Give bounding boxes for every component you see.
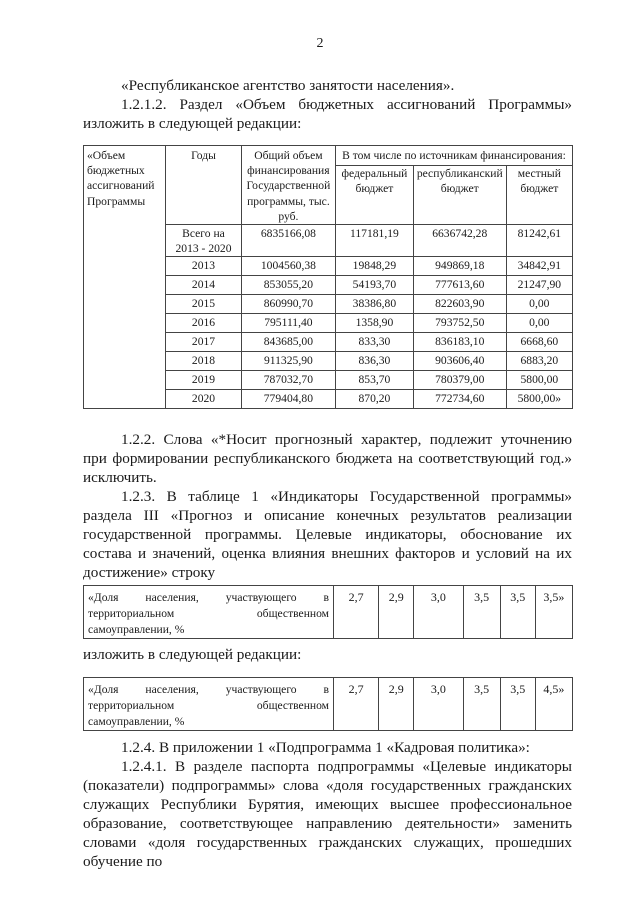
cell-federal: 1358,90 [336, 314, 414, 333]
cell-year: 2013 [166, 257, 242, 276]
cell-republican: 903606,40 [413, 352, 506, 371]
cell-local: 5800,00» [506, 390, 572, 409]
cell-total: 6835166,08 [241, 225, 335, 257]
paragraph-agency [83, 76, 572, 95]
indicator-value: 3,5 [463, 586, 500, 639]
cell-total: 860990,70 [241, 295, 335, 314]
cell-local: 0,00 [506, 295, 572, 314]
indicator-value: 3,0 [414, 586, 463, 639]
paragraph-1-2-4 [83, 738, 572, 757]
indicator-table-new [83, 677, 573, 731]
cell-republican: 772734,60 [413, 390, 506, 409]
cell-federal: 833,30 [336, 333, 414, 352]
cell-federal: 54193,70 [336, 276, 414, 295]
paragraph-text: изложить в следующей редакции: [83, 646, 302, 663]
indicator-label: «Доля населения, участвующего в территориальном общественном самоуправлении, % [84, 586, 334, 639]
budget-row-label: «Объем бюджетных ассигнований Программы [84, 146, 166, 409]
paragraph-1-2-1-2 [83, 95, 572, 133]
cell-total: 843685,00 [241, 333, 335, 352]
indicator-table-old [83, 585, 573, 639]
cell-republican: 836183,10 [413, 333, 506, 352]
paragraph-1-2-2 [83, 430, 572, 487]
cell-federal: 38386,80 [336, 295, 414, 314]
cell-total: 795111,40 [241, 314, 335, 333]
cell-total: 787032,70 [241, 371, 335, 390]
cell-total: 853055,20 [241, 276, 335, 295]
cell-republican: 822603,90 [413, 295, 506, 314]
cell-federal: 853,70 [336, 371, 414, 390]
cell-total: 779404,80 [241, 390, 335, 409]
indicator-value: 2,7 [334, 586, 379, 639]
cell-republican: 793752,50 [413, 314, 506, 333]
cell-republican: 777613,60 [413, 276, 506, 295]
header-sources: В том числе по источникам финансирования: [336, 146, 573, 166]
paragraph-1-2-3 [83, 487, 572, 582]
cell-year: 2019 [166, 371, 242, 390]
indicator-value: 2,9 [379, 586, 414, 639]
cell-local: 34842,91 [506, 257, 572, 276]
indicator-value: 4,5» [535, 678, 572, 731]
table-row [84, 586, 573, 639]
paragraph-text: 1.2.3. В таблице 1 «Индикаторы Государственной программы» раздела III «Прогноз и описание конечных результатов реализации государственной программы. Целевые индикаторы, обоснование их состава и значений, оценка влияния внешних факторов и условий на их достижение» строку [83, 488, 572, 581]
cell-local: 5800,00 [506, 371, 572, 390]
indicator-value: 3,5 [463, 678, 500, 731]
cell-local: 6668,60 [506, 333, 572, 352]
cell-year: 2020 [166, 390, 242, 409]
indicator-value: 3,5 [500, 586, 535, 639]
indicator-value: 3,5» [535, 586, 572, 639]
cell-year: 2016 [166, 314, 242, 333]
cell-year: Всего на 2013 - 2020 [166, 225, 242, 257]
indicator-value: 2,9 [379, 678, 414, 731]
page-number: 2 [316, 36, 324, 51]
paragraph-text: «Республиканское агентство занятости населения». [121, 77, 455, 94]
paragraph-text: 1.2.4.1. В разделе паспорта подпрограммы «Целевые индикаторы (показатели) подпрограммы» слова «доля государственных гражданских служащих Республики Бурятия, имеющих высшее профессиональное образование, соответствующее направлению деятельности» заменить словами «доля государственных гражданских служащих, прошедших обучение по [83, 758, 572, 870]
paragraph-text: 1.2.2. Слова «*Носит прогнозный характер, подлежит уточнению при формировании республиканского бюджета на соответствующий год.» исключить. [83, 431, 572, 486]
cell-local: 81242,61 [506, 225, 572, 257]
cell-local: 21247,90 [506, 276, 572, 295]
cell-local: 0,00 [506, 314, 572, 333]
cell-republican: 780379,00 [413, 371, 506, 390]
cell-year: 2017 [166, 333, 242, 352]
cell-local: 6883,20 [506, 352, 572, 371]
cell-year: 2018 [166, 352, 242, 371]
header-years: Годы [166, 146, 242, 225]
cell-year: 2014 [166, 276, 242, 295]
header-republican: республиканский бюджет [413, 166, 506, 225]
cell-republican: 6636742,28 [413, 225, 506, 257]
header-total: Общий объем финансирования Государственной программы, тыс. руб. [241, 146, 335, 225]
budget-header-row [84, 146, 573, 166]
budget-table [83, 145, 573, 409]
table-row [84, 678, 573, 731]
paragraph-text: 1.2.1.2. Раздел «Объем бюджетных ассигнований Программы» изложить в следующей редакции: [83, 96, 572, 132]
cell-federal: 836,30 [336, 352, 414, 371]
cell-federal: 870,20 [336, 390, 414, 409]
indicator-value: 3,0 [414, 678, 463, 731]
header-local: местный бюджет [506, 166, 572, 225]
cell-federal: 117181,19 [336, 225, 414, 257]
paragraph-1-2-4-1 [83, 757, 572, 871]
cell-year: 2015 [166, 295, 242, 314]
header-federal: федеральный бюджет [336, 166, 414, 225]
paragraph-text: 1.2.4. В приложении 1 «Подпрограмма 1 «Кадровая политика»: [121, 739, 530, 756]
indicator-label: «Доля населения, участвующего в территориальном общественном самоуправлении, % [84, 678, 334, 731]
indicator-value: 2,7 [334, 678, 379, 731]
cell-total: 911325,90 [241, 352, 335, 371]
cell-federal: 19848,29 [336, 257, 414, 276]
cell-total: 1004560,38 [241, 257, 335, 276]
indicator-value: 3,5 [500, 678, 535, 731]
paragraph-restate [83, 645, 572, 664]
cell-republican: 949869,18 [413, 257, 506, 276]
